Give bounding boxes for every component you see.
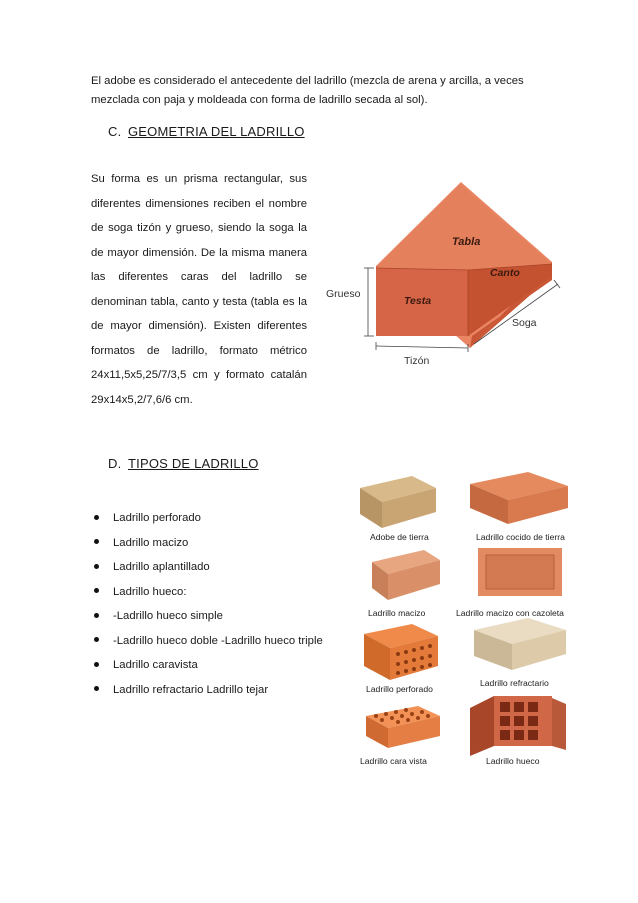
- refractory-brick-image: [474, 618, 566, 670]
- bullet-icon: [94, 564, 99, 569]
- intro-paragraph: El adobe es considerado el antecedente del ladrillo (mezcla de arena y arcilla, a veces mezclada con paja y moldeada con forma de ladrillo secada al sol).: [91, 75, 524, 106]
- caption-face-brick: Ladrillo cara vista: [360, 756, 427, 766]
- brick-types-list: [91, 506, 323, 702]
- bullet-icon: [94, 637, 99, 642]
- solid-brick-frog-image: [478, 548, 562, 596]
- list-item: -Ladrillo hueco simple: [91, 604, 323, 629]
- brick-types-gallery: [352, 458, 584, 778]
- face-brick-image: [366, 706, 440, 748]
- hollow-brick-image: [470, 696, 566, 756]
- caption-solid-brick: Ladrillo macizo: [368, 608, 426, 618]
- list-item: Ladrillo caravista: [91, 653, 323, 678]
- list-item: Ladrillo aplantillado: [91, 555, 323, 580]
- section-d-heading: [108, 456, 259, 471]
- caption-hollow-brick: Ladrillo hueco: [486, 756, 540, 766]
- caption-fired-brick: Ladrillo cocido de tierra: [476, 532, 565, 542]
- label-tizon: Tizón: [404, 355, 430, 367]
- fired-brick-image: [470, 472, 568, 524]
- caption-refractory-brick: Ladrillo refractario: [480, 678, 549, 688]
- bullet-icon: [94, 539, 99, 544]
- list-item: Ladrillo refractario Ladrillo tejar: [91, 678, 323, 703]
- perforated-brick-image: [364, 624, 438, 680]
- geometry-paragraph: Su forma es un prisma rectangular, sus diferentes dimensiones reciben el nombre de soga tizón y grueso, siendo la soga la de mayor dimensión. De la misma manera las diferentes caras del ladrillo se denominan tabla, canto y testa (tabla es la de mayor dimensión). Existen diferentes formatos de ladrillo, formato métrico 24x11,5x5,25/7/3,5 cm y formato catalán 29x14x5,2/7,6/6 cm.: [91, 173, 307, 406]
- label-soga: Soga: [512, 317, 537, 329]
- section-c-number: C.: [108, 124, 122, 139]
- section-d-title: TIPOS DE LADRILLO: [128, 456, 259, 471]
- bullet-icon: [94, 662, 99, 667]
- solid-brick-image: [372, 550, 440, 600]
- label-testa: Testa: [404, 295, 432, 307]
- bullet-icon: [94, 515, 99, 520]
- bullet-icon: [94, 613, 99, 618]
- label-tabla: Tabla: [452, 236, 481, 248]
- list-item: Ladrillo perforado: [91, 506, 323, 531]
- brick-geometry-diagram: [322, 160, 562, 380]
- list-item: Ladrillo hueco:: [91, 580, 323, 605]
- caption-adobe: Adobe de tierra: [370, 532, 429, 542]
- list-item: -Ladrillo hueco doble -Ladrillo hueco triple: [91, 629, 323, 654]
- bullet-icon: [94, 686, 99, 691]
- section-c-heading: [108, 124, 305, 139]
- bullet-icon: [94, 588, 99, 593]
- list-item: Ladrillo macizo: [91, 531, 323, 556]
- caption-frog-brick: Ladrillo macizo con cazoleta: [456, 608, 564, 618]
- adobe-brick-image: [360, 476, 436, 528]
- label-grueso: Grueso: [326, 288, 361, 300]
- section-c-title: GEOMETRIA DEL LADRILLO: [128, 124, 305, 139]
- caption-perforated-brick: Ladrillo perforado: [366, 684, 433, 694]
- label-canto: Canto: [490, 267, 520, 279]
- section-d-number: D.: [108, 456, 122, 471]
- brick-shape: [376, 184, 552, 336]
